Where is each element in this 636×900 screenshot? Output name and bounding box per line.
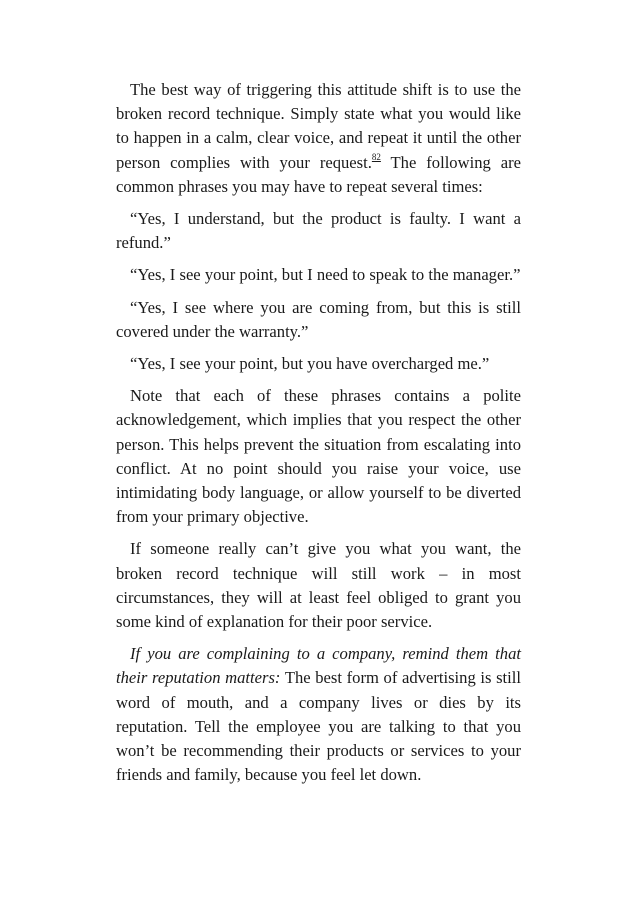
italic-lead-in: If you are complaining to a company, remind them that their reputation matters: [116,644,521,688]
paragraph-text: The best way of triggering this attitude shift is to use the broken record technique. Simply state what you would like to happen in a calm, clear voice, and repeat it until the other person complies with your request. [116,80,521,172]
paragraph-text: The best form of advertising is still word of mouth, and a company lives or dies by its reputation. Tell the employee you are talking to that you won’t be recommending their products or services to your friends and family, because you feel let down. [116,668,522,785]
paragraph-reputation [116,642,521,787]
quote-speak-to-manager: “Yes, I see your point, but I need to speak to the manager.” [130,265,521,285]
quote-warranty: “Yes, I see where you are coming from, but this is still covered under the warranty.” [116,297,521,341]
paragraph-text: The following are common phrases you may have to repeat several times: [116,152,521,196]
quote-product-faulty: “Yes, I understand, but the product is faulty. I want a refund.” [116,209,521,253]
document-page [116,78,521,795]
paragraph-explanation: If someone really can’t give you what you want, the broken record technique will still work – in most circumstances, they will at least feel obliged to grant you some kind of explanation for their poor service. [116,539,521,632]
paragraph-polite-acknowledgement: Note that each of these phrases contains a polite acknowledgement, which implies that you respect the other person. This helps prevent the situation from escalating into conflict. At no point should you raise your voice, use intimidating body language, or allow yourself to be diverted from your primary objective. [116,386,521,527]
quote-overcharged: “Yes, I see your point, but you have overcharged me.” [130,354,490,374]
paragraph-broken-record [116,78,521,199]
footnote-reference[interactable]: 82 [371,152,381,163]
